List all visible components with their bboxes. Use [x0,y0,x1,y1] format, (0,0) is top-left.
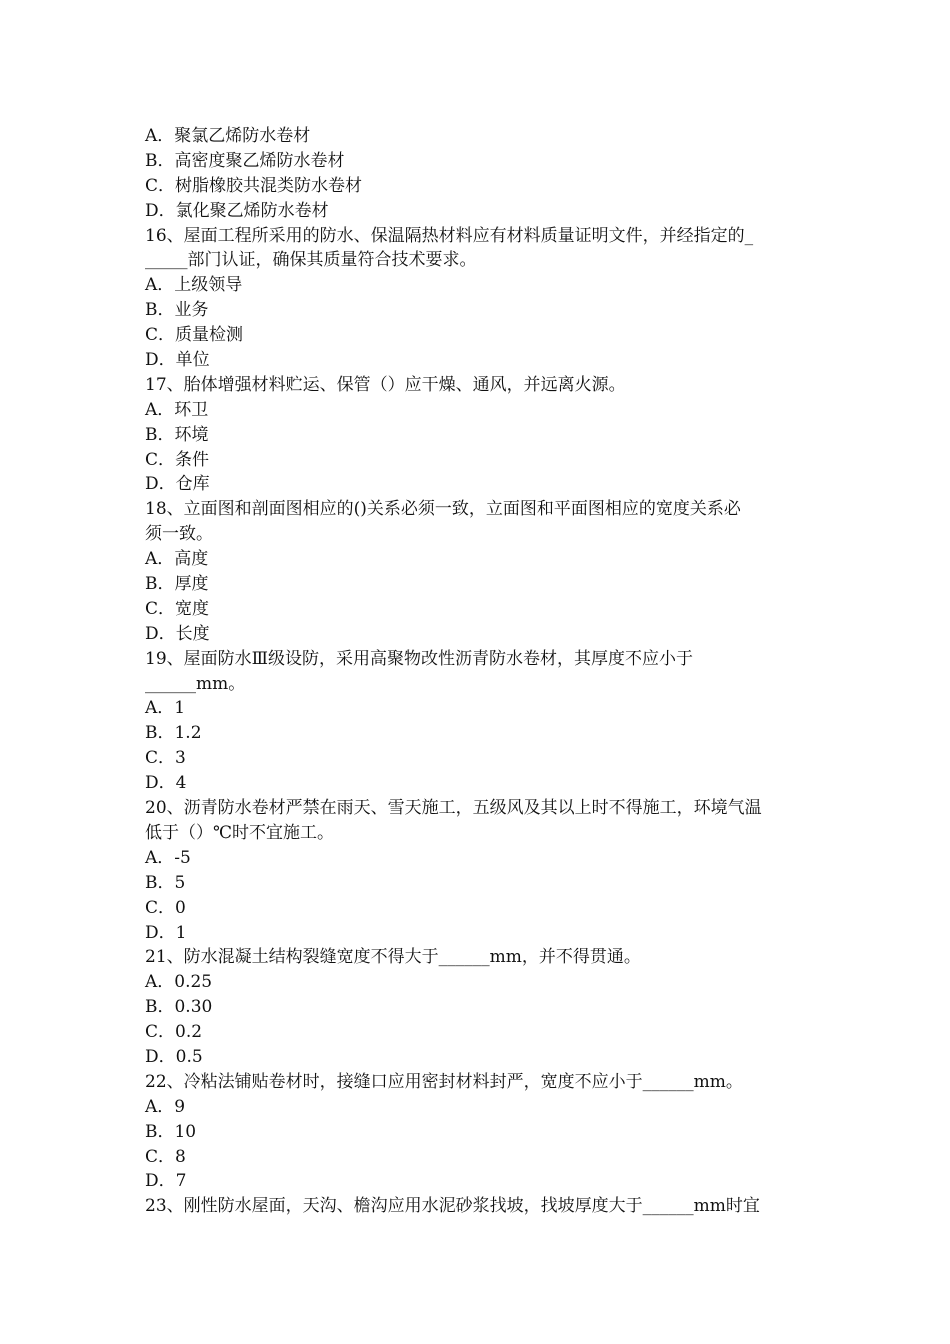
answer-option: B．环境 [145,424,209,445]
answer-option: B．5 [145,872,186,893]
answer-option: A．9 [145,1096,186,1117]
answer-option: D．4 [145,773,187,794]
answer-option: A．上级领导 [145,275,243,296]
answer-option: B．10 [145,1121,197,1142]
answer-option: C．3 [145,748,186,769]
answer-option: C．条件 [145,449,210,470]
answer-option: D．7 [145,1171,187,1192]
question-text: 18、立面图和剖面图相应的()关系必须一致，立面图和平面图相应的宽度关系必 [145,499,741,520]
answer-option: C．树脂橡胶共混类防水卷材 [145,175,363,196]
answer-option: C．质量检测 [145,325,244,346]
answer-option: A．0.25 [145,972,213,993]
document-page [145,124,808,1219]
question-text: 17、胎体增强材料贮运、保管（）应干燥、通风，并远离火源。 [145,374,626,395]
question-text: 21、防水混凝土结构裂缝宽度不得大于______mm，并不得贯通。 [145,947,641,968]
question-text: 20、沥青防水卷材严禁在雨天、雪天施工，五级风及其以上时不得施工，环境气温 [145,798,762,819]
answer-option: D．长度 [145,623,210,644]
question-text-continued: 须一致。 [145,524,213,545]
answer-option: D．仓库 [145,474,210,495]
answer-option: C．8 [145,1146,186,1167]
answer-option: A．-5 [145,847,191,868]
answer-option: B．0.30 [145,997,213,1018]
question-text-continued: ______mm。 [145,673,246,694]
answer-option: B．1.2 [145,723,202,744]
answer-option: A．高度 [145,549,209,570]
question-text: 23、刚性防水屋面，天沟、檐沟应用水泥砂浆找坡，找坡厚度大于______mm时宜 [145,1196,760,1217]
question-text: 16、屋面工程所采用的防水、保温隔热材料应有材料质量证明文件，并经指定的_ [145,225,754,246]
question-text-continued: _____部门认证，确保其质量符合技术要求。 [145,250,477,271]
question-text: 22、冷粘法铺贴卷材时，接缝口应用密封材料封严，宽度不应小于______mm。 [145,1071,743,1092]
question-text-continued: 低于（）℃时不宜施工。 [145,822,335,843]
answer-option: A．1 [145,698,186,719]
answer-option: B．高密度聚乙烯防水卷材 [145,150,345,171]
answer-option: D．1 [145,922,187,943]
answer-option: A．环卫 [145,399,209,420]
answer-option: D．0.5 [145,1046,203,1067]
answer-option: D．单位 [145,350,210,371]
answer-option: A．聚氯乙烯防水卷材 [145,126,311,146]
answer-option: C．宽度 [145,598,210,619]
answer-option: D．氯化聚乙烯防水卷材 [145,200,329,221]
answer-option: C．0 [145,897,186,918]
question-text: 19、屋面防水Ⅲ级设防，采用高聚物改性沥青防水卷材，其厚度不应小于 [145,648,694,669]
answer-option: C．0.2 [145,1022,203,1043]
answer-option: B．厚度 [145,574,209,595]
answer-option: B．业务 [145,300,209,321]
